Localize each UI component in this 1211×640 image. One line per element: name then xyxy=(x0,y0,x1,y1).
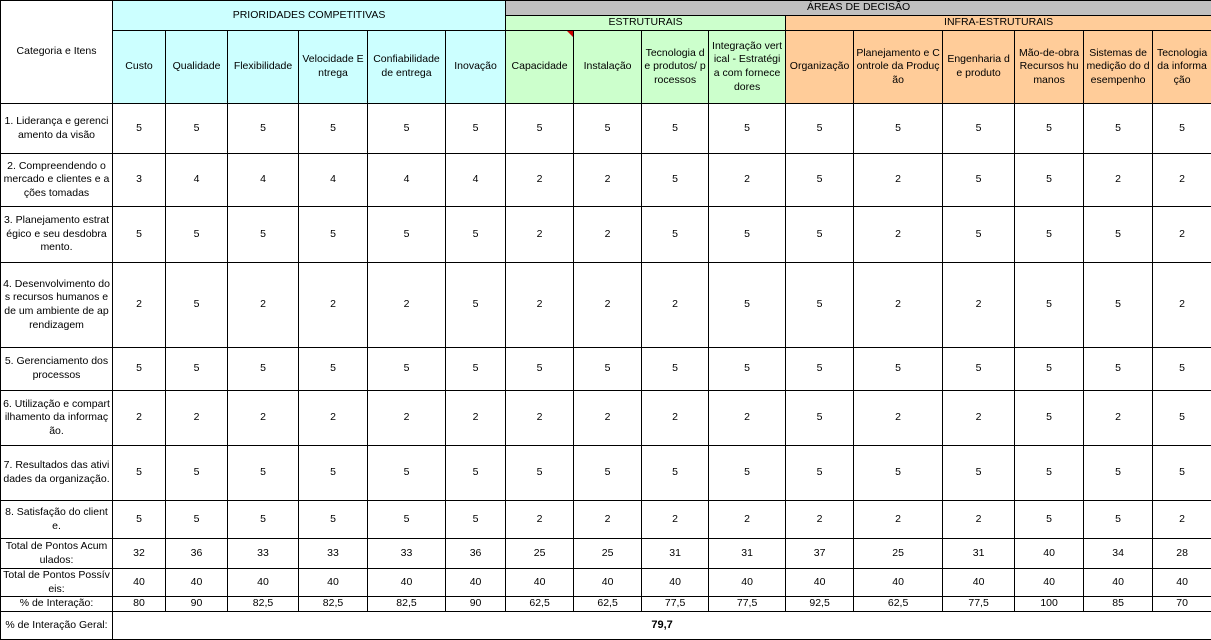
score-cell[interactable]: 5 xyxy=(1084,207,1153,263)
score-cell[interactable]: 5 xyxy=(786,207,854,263)
score-cell[interactable]: 5 xyxy=(1084,348,1153,391)
total-cell[interactable]: 33 xyxy=(299,539,368,569)
score-cell[interactable]: 5 xyxy=(368,104,446,154)
score-cell[interactable]: 2 xyxy=(1084,391,1153,446)
total-cell[interactable]: 40 xyxy=(113,569,166,597)
score-cell[interactable]: 5 xyxy=(299,348,368,391)
column-header-row xyxy=(1,31,1211,104)
score-cell[interactable]: 5 xyxy=(943,446,1015,501)
total-label[interactable]: Total de Pontos Acumulados: xyxy=(1,539,113,569)
table-row xyxy=(1,104,1211,154)
column-header-mao-de-obra-recursos-humanos[interactable]: Mão-de-obra Recursos humanos xyxy=(1015,31,1084,104)
row-label[interactable]: 1. Liderança e gerenciamento da visão xyxy=(1,104,113,154)
score-cell[interactable]: 2 xyxy=(943,263,1015,348)
score-cell[interactable]: 5 xyxy=(1084,263,1153,348)
score-cell[interactable]: 5 xyxy=(113,501,166,539)
score-cell[interactable]: 5 xyxy=(1015,501,1084,539)
score-cell[interactable]: 5 xyxy=(1153,391,1211,446)
total-cell[interactable]: 40 xyxy=(943,569,1015,597)
column-header-custo[interactable]: Custo xyxy=(113,31,166,104)
score-cell[interactable]: 5 xyxy=(642,104,709,154)
score-cell[interactable]: 5 xyxy=(574,446,642,501)
score-cell[interactable]: 2 xyxy=(166,391,228,446)
total-label[interactable]: Total de Pontos Possíveis: xyxy=(1,569,113,597)
score-cell[interactable]: 5 xyxy=(228,446,299,501)
row-label[interactable]: 2. Compreendendo o mercado e clientes e ações tomadas xyxy=(1,154,113,207)
table-row xyxy=(1,348,1211,391)
score-cell[interactable]: 5 xyxy=(446,446,506,501)
score-cell[interactable]: 5 xyxy=(368,501,446,539)
score-cell[interactable]: 5 xyxy=(1153,348,1211,391)
total-cell[interactable]: 82,5 xyxy=(299,597,368,612)
score-cell[interactable]: 5 xyxy=(642,154,709,207)
table-row xyxy=(1,446,1211,501)
column-header-tecnologia-da-informacao[interactable]: Tecnologia da informação xyxy=(1153,31,1211,104)
total-cell[interactable]: 40 xyxy=(709,569,786,597)
row-label[interactable]: 4. Desenvolvimento dos recursos humanos e de um ambiente de aprendizagem xyxy=(1,263,113,348)
score-cell[interactable]: 5 xyxy=(166,446,228,501)
score-cell[interactable]: 5 xyxy=(1153,446,1211,501)
score-cell[interactable]: 2 xyxy=(368,263,446,348)
score-cell[interactable]: 3 xyxy=(113,154,166,207)
total-cell[interactable]: 92,5 xyxy=(786,597,854,612)
score-cell[interactable]: 2 xyxy=(1084,154,1153,207)
score-cell[interactable]: 5 xyxy=(368,348,446,391)
score-cell[interactable]: 5 xyxy=(166,207,228,263)
score-cell[interactable]: 5 xyxy=(228,501,299,539)
score-cell[interactable]: 5 xyxy=(113,207,166,263)
score-cell[interactable]: 4 xyxy=(299,154,368,207)
score-cell[interactable]: 5 xyxy=(1084,501,1153,539)
total-cell[interactable]: 33 xyxy=(228,539,299,569)
score-cell[interactable]: 5 xyxy=(709,207,786,263)
score-cell[interactable]: 5 xyxy=(1015,391,1084,446)
total-possiveis-row xyxy=(1,569,1211,597)
score-cell[interactable]: 2 xyxy=(574,501,642,539)
interacao-geral-label[interactable]: % de Interação Geral: xyxy=(1,611,113,639)
total-cell[interactable]: 82,5 xyxy=(368,597,446,612)
total-cell[interactable]: 40 xyxy=(368,569,446,597)
total-cell[interactable]: 25 xyxy=(854,539,943,569)
row-label[interactable]: 7. Resultados das atividades da organização. xyxy=(1,446,113,501)
total-cell[interactable]: 25 xyxy=(506,539,574,569)
total-cell[interactable]: 80 xyxy=(113,597,166,612)
score-cell[interactable]: 5 xyxy=(113,348,166,391)
score-cell[interactable]: 2 xyxy=(506,263,574,348)
score-cell[interactable]: 5 xyxy=(1084,104,1153,154)
score-cell[interactable]: 5 xyxy=(506,104,574,154)
score-cell[interactable]: 2 xyxy=(1153,501,1211,539)
column-header-planejamento-e-controle-da-producao[interactable]: Planejamento e Controle da Produção xyxy=(854,31,943,104)
row-label[interactable]: 3. Planejamento estratégico e seu desdobramento. xyxy=(1,207,113,263)
score-cell[interactable]: 2 xyxy=(943,391,1015,446)
score-cell[interactable]: 2 xyxy=(574,154,642,207)
percent-interacao-row xyxy=(1,597,1211,612)
total-cell[interactable]: 40 xyxy=(574,569,642,597)
total-cell[interactable]: 40 xyxy=(1015,539,1084,569)
score-cell[interactable]: 5 xyxy=(368,446,446,501)
header-estruturais[interactable]: ESTRUTURAIS xyxy=(506,16,786,31)
score-cell[interactable]: 2 xyxy=(368,391,446,446)
total-cell[interactable]: 90 xyxy=(166,597,228,612)
total-cell[interactable]: 62,5 xyxy=(506,597,574,612)
score-cell[interactable]: 5 xyxy=(1153,104,1211,154)
total-cell[interactable]: 36 xyxy=(446,539,506,569)
total-cell[interactable]: 100 xyxy=(1015,597,1084,612)
total-cell[interactable]: 85 xyxy=(1084,597,1153,612)
total-cell[interactable]: 40 xyxy=(228,569,299,597)
score-cell[interactable]: 2 xyxy=(506,501,574,539)
score-cell[interactable]: 2 xyxy=(709,154,786,207)
score-cell[interactable]: 5 xyxy=(574,104,642,154)
score-cell[interactable]: 5 xyxy=(1015,154,1084,207)
total-cell[interactable]: 40 xyxy=(1015,569,1084,597)
score-cell[interactable]: 5 xyxy=(299,207,368,263)
score-cell[interactable]: 2 xyxy=(574,207,642,263)
score-cell[interactable]: 2 xyxy=(299,391,368,446)
score-cell[interactable]: 4 xyxy=(368,154,446,207)
score-cell[interactable]: 5 xyxy=(786,154,854,207)
score-cell[interactable]: 5 xyxy=(113,104,166,154)
score-cell[interactable]: 5 xyxy=(228,207,299,263)
row-label[interactable]: 8. Satisfação do cliente. xyxy=(1,501,113,539)
table-row xyxy=(1,263,1211,348)
score-cell[interactable]: 2 xyxy=(854,391,943,446)
score-cell[interactable]: 5 xyxy=(1015,348,1084,391)
total-cell[interactable]: 40 xyxy=(854,569,943,597)
score-cell[interactable]: 5 xyxy=(446,207,506,263)
score-cell[interactable]: 2 xyxy=(709,501,786,539)
row-label[interactable]: 6. Utilização e compartilhamento da informação. xyxy=(1,391,113,446)
score-cell[interactable]: 2 xyxy=(113,391,166,446)
column-header-tecnologia-de-produtos-processos[interactable]: Tecnologia de produtos/ processos xyxy=(642,31,709,104)
score-cell[interactable]: 2 xyxy=(709,391,786,446)
score-cell[interactable]: 4 xyxy=(166,154,228,207)
score-cell[interactable]: 5 xyxy=(299,104,368,154)
score-cell[interactable]: 5 xyxy=(854,104,943,154)
table-row xyxy=(1,391,1211,446)
score-cell[interactable]: 5 xyxy=(943,348,1015,391)
header-prioridades-competitivas[interactable]: PRIORIDADES COMPETITIVAS xyxy=(113,1,506,31)
total-cell[interactable]: 40 xyxy=(786,569,854,597)
score-cell[interactable]: 5 xyxy=(446,348,506,391)
score-cell[interactable]: 5 xyxy=(113,446,166,501)
score-cell[interactable]: 5 xyxy=(299,446,368,501)
total-cell[interactable]: 31 xyxy=(943,539,1015,569)
score-cell[interactable]: 5 xyxy=(709,104,786,154)
header-areas-de-decisao[interactable]: ÁREAS DE DECISÃO xyxy=(506,1,1211,16)
header-infra-estruturais[interactable]: INFRA-ESTRUTURAIS xyxy=(786,16,1211,31)
score-cell[interactable]: 2 xyxy=(446,391,506,446)
score-cell[interactable]: 5 xyxy=(709,263,786,348)
total-cell[interactable]: 40 xyxy=(642,569,709,597)
score-cell[interactable]: 5 xyxy=(228,348,299,391)
score-cell[interactable]: 2 xyxy=(642,391,709,446)
score-cell[interactable]: 2 xyxy=(113,263,166,348)
score-cell[interactable]: 2 xyxy=(506,154,574,207)
score-cell[interactable]: 5 xyxy=(786,263,854,348)
score-cell[interactable]: 5 xyxy=(299,501,368,539)
score-cell[interactable]: 5 xyxy=(642,207,709,263)
score-cell[interactable]: 2 xyxy=(854,263,943,348)
table-row xyxy=(1,154,1211,207)
total-cell[interactable]: 34 xyxy=(1084,539,1153,569)
total-cell[interactable]: 31 xyxy=(709,539,786,569)
table-row xyxy=(1,501,1211,539)
column-header-sistemas-de-medicao-do-desempenho[interactable]: Sistemas de medição do desempenho xyxy=(1084,31,1153,104)
score-cell[interactable]: 5 xyxy=(166,104,228,154)
score-cell[interactable]: 2 xyxy=(854,501,943,539)
total-cell[interactable]: 31 xyxy=(642,539,709,569)
score-cell[interactable]: 5 xyxy=(166,263,228,348)
total-cell[interactable]: 40 xyxy=(1084,569,1153,597)
score-cell[interactable]: 5 xyxy=(943,154,1015,207)
total-cell[interactable]: 37 xyxy=(786,539,854,569)
column-header-organizacao[interactable]: Organização xyxy=(786,31,854,104)
score-cell[interactable]: 5 xyxy=(166,348,228,391)
score-cell[interactable]: 2 xyxy=(943,501,1015,539)
total-cell[interactable]: 28 xyxy=(1153,539,1211,569)
score-cell[interactable]: 4 xyxy=(228,154,299,207)
score-cell[interactable]: 5 xyxy=(228,104,299,154)
score-cell[interactable]: 5 xyxy=(642,446,709,501)
score-cell[interactable]: 4 xyxy=(446,154,506,207)
score-cell[interactable]: 2 xyxy=(299,263,368,348)
total-cell[interactable]: 62,5 xyxy=(854,597,943,612)
score-cell[interactable]: 5 xyxy=(854,348,943,391)
interacao-geral-row xyxy=(1,611,1211,639)
column-header-inovacao[interactable]: Inovação xyxy=(446,31,506,104)
column-header-integracao-vertical-estrategia-com-fornecedores[interactable]: Integração vertical - Estratégia com fornecedores xyxy=(709,31,786,104)
score-cell[interactable]: 2 xyxy=(506,207,574,263)
header-row-1 xyxy=(1,1,1211,16)
score-cell[interactable]: 5 xyxy=(574,348,642,391)
score-cell[interactable]: 5 xyxy=(1015,446,1084,501)
total-cell[interactable]: 82,5 xyxy=(228,597,299,612)
total-acumulados-row xyxy=(1,539,1211,569)
score-cell[interactable]: 2 xyxy=(854,207,943,263)
score-cell[interactable]: 5 xyxy=(642,348,709,391)
score-cell[interactable]: 5 xyxy=(786,104,854,154)
total-cell[interactable]: 36 xyxy=(166,539,228,569)
score-cell[interactable]: 2 xyxy=(854,154,943,207)
score-cell[interactable]: 5 xyxy=(786,446,854,501)
total-cell[interactable]: 62,5 xyxy=(574,597,642,612)
total-cell[interactable]: 40 xyxy=(166,569,228,597)
total-cell[interactable]: 33 xyxy=(368,539,446,569)
score-cell[interactable]: 5 xyxy=(506,348,574,391)
score-cell[interactable]: 5 xyxy=(446,104,506,154)
total-cell[interactable]: 77,5 xyxy=(943,597,1015,612)
score-cell[interactable]: 5 xyxy=(506,446,574,501)
score-cell[interactable]: 2 xyxy=(786,501,854,539)
score-cell[interactable]: 5 xyxy=(786,348,854,391)
column-header-velocidade-entrega[interactable]: Velocidade Entrega xyxy=(299,31,368,104)
column-header-qualidade[interactable]: Qualidade xyxy=(166,31,228,104)
score-cell[interactable]: 5 xyxy=(1015,104,1084,154)
total-cell[interactable]: 40 xyxy=(506,569,574,597)
score-cell[interactable]: 5 xyxy=(854,446,943,501)
score-cell[interactable]: 2 xyxy=(1153,263,1211,348)
score-cell[interactable]: 2 xyxy=(642,263,709,348)
interacao-geral-value[interactable]: 79,7 xyxy=(113,611,1211,639)
total-cell[interactable]: 40 xyxy=(446,569,506,597)
score-cell[interactable]: 5 xyxy=(446,263,506,348)
score-cell[interactable]: 5 xyxy=(1015,263,1084,348)
total-cell[interactable]: 25 xyxy=(574,539,642,569)
score-cell[interactable]: 5 xyxy=(1084,446,1153,501)
score-cell[interactable]: 5 xyxy=(943,104,1015,154)
score-cell[interactable]: 5 xyxy=(446,501,506,539)
score-cell[interactable]: 5 xyxy=(368,207,446,263)
column-header-capacidade[interactable]: Capacidade xyxy=(506,31,574,104)
table-row xyxy=(1,207,1211,263)
column-header-flexibilidade[interactable]: Flexibilidade xyxy=(228,31,299,104)
score-cell[interactable]: 2 xyxy=(574,391,642,446)
score-cell[interactable]: 2 xyxy=(506,391,574,446)
score-cell[interactable]: 2 xyxy=(228,263,299,348)
column-header-instalacao[interactable]: Instalação xyxy=(574,31,642,104)
total-cell[interactable]: 77,5 xyxy=(709,597,786,612)
total-cell[interactable]: 32 xyxy=(113,539,166,569)
score-cell[interactable]: 5 xyxy=(943,207,1015,263)
score-cell[interactable]: 5 xyxy=(786,391,854,446)
score-cell[interactable]: 2 xyxy=(1153,207,1211,263)
total-cell[interactable]: 70 xyxy=(1153,597,1211,612)
column-header-confiabilidade-de-entrega[interactable]: Confiabilidade de entrega xyxy=(368,31,446,104)
column-header-engenharia-de-produto[interactable]: Engenharia de produto xyxy=(943,31,1015,104)
score-cell[interactable]: 5 xyxy=(709,446,786,501)
total-cell[interactable]: 90 xyxy=(446,597,506,612)
header-categoria[interactable]: Categoria e Itens xyxy=(1,1,113,104)
score-cell[interactable]: 5 xyxy=(709,348,786,391)
score-cell[interactable]: 2 xyxy=(1153,154,1211,207)
total-cell[interactable]: 40 xyxy=(299,569,368,597)
row-label[interactable]: 5. Gerenciamento dos processos xyxy=(1,348,113,391)
total-cell[interactable]: 40 xyxy=(1153,569,1211,597)
total-cell[interactable]: 77,5 xyxy=(642,597,709,612)
score-cell[interactable]: 2 xyxy=(574,263,642,348)
score-cell[interactable]: 2 xyxy=(642,501,709,539)
score-cell[interactable]: 5 xyxy=(166,501,228,539)
total-label[interactable]: % de Interação: xyxy=(1,597,113,612)
score-cell[interactable]: 5 xyxy=(1015,207,1084,263)
score-cell[interactable]: 2 xyxy=(228,391,299,446)
